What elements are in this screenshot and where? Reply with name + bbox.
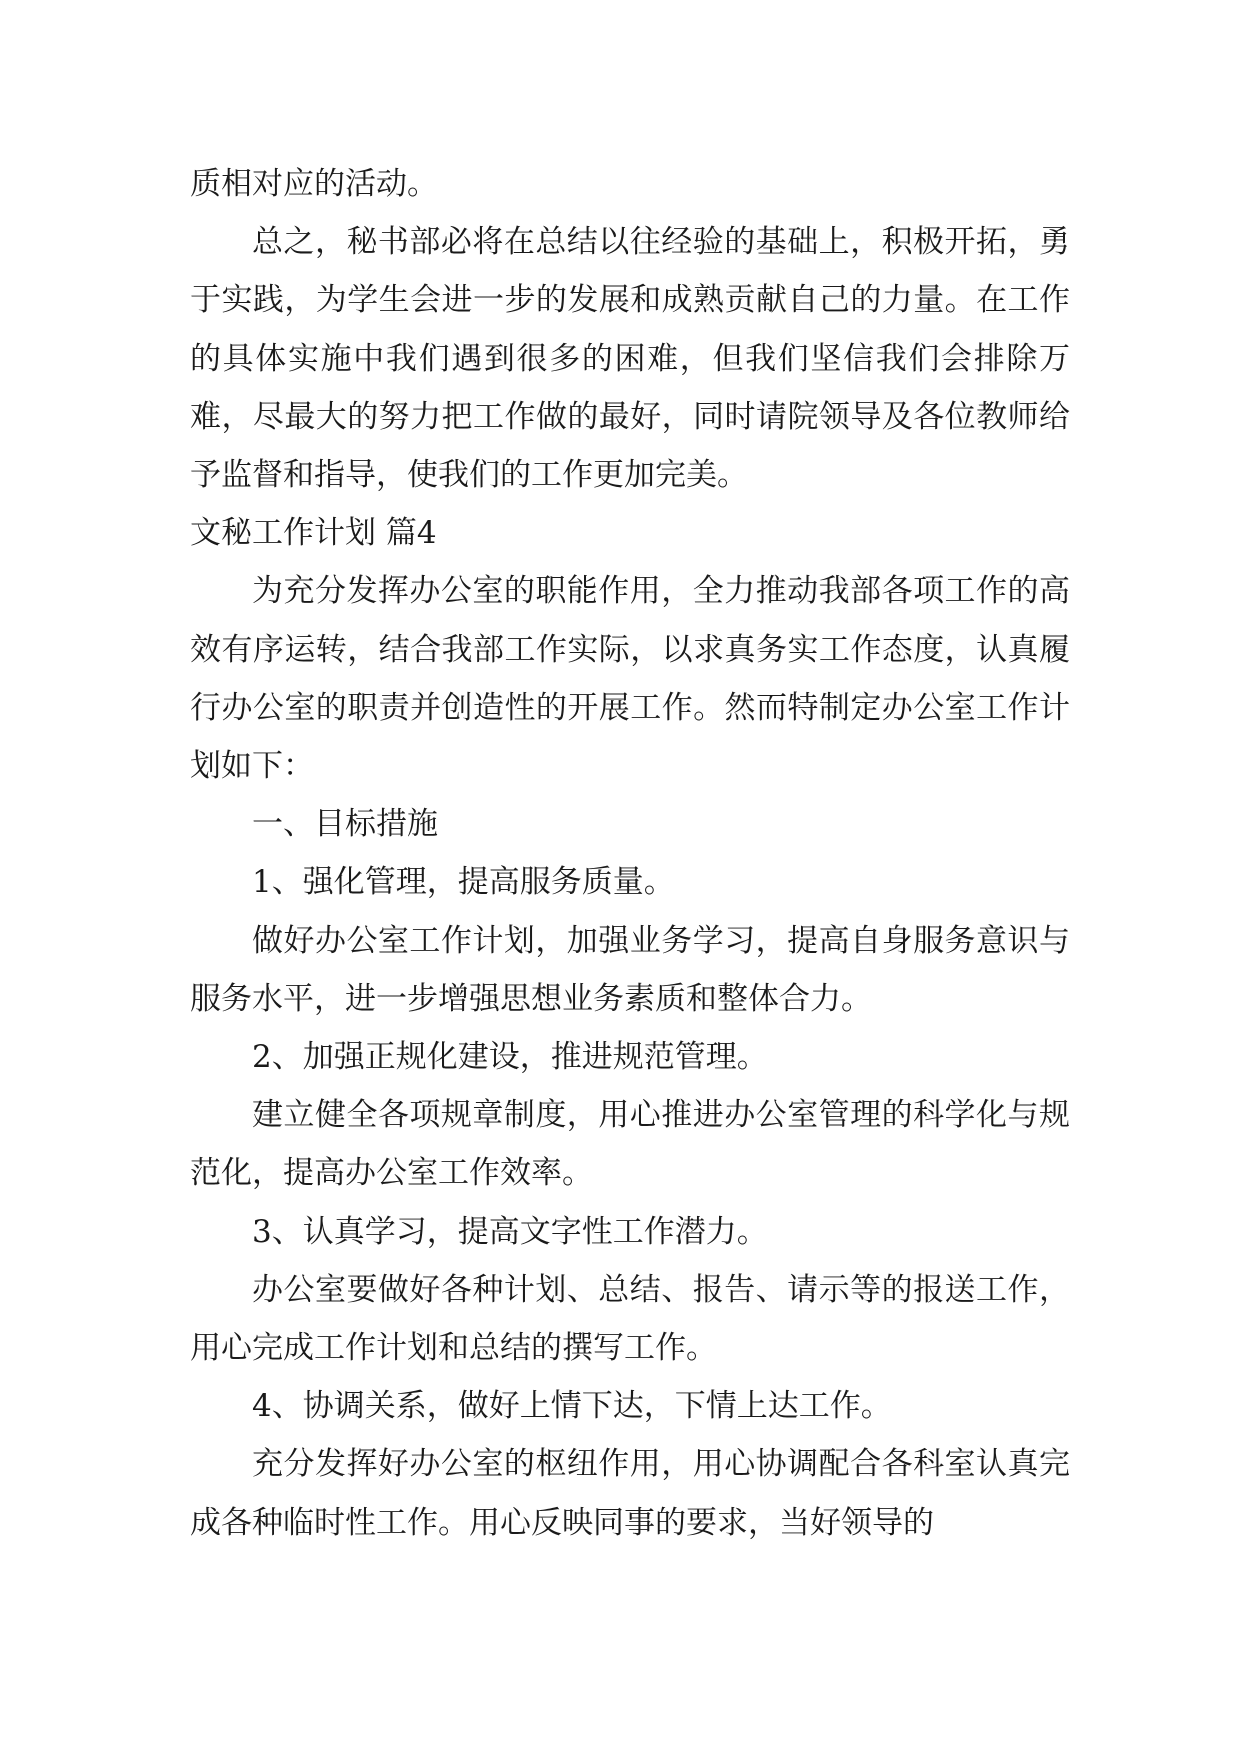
item-3-body: 办公室要做好各种计划、总结、报告、请示等的报送工作，用心完成工作计划和总结的撰写工作。	[190, 1271, 1070, 1367]
section-heading: 文秘工作计划 篇4	[190, 515, 437, 552]
subheading-goals: 一、目标措施	[252, 806, 438, 843]
item-2-body: 建立健全各项规章制度，用心推进办公室管理的科学化与规范化，提高办公室工作效率。	[190, 1097, 1070, 1192]
paragraph-intro: 为充分发挥办公室的职能作用，全力推动我部各项工作的高效有序运转，结合我部工作实际，以求真务实工作态度，认真履行办公室的职责并创造性的开展工作。然而特制定办公室工作计划如下：	[190, 573, 1070, 785]
paragraph-summary: 总之，秘书部必将在总结以往经验的基础上，积极开拓，勇于实践，为学生会进一步的发展和成熟贡献自己的力量。在工作的具体实施中我们遇到很多的困难，但我们坚信我们会排除万难，尽最大的努力把工作做的最好，同时请院领导及各位教师给予监督和指导，使我们的工作更加完美。	[190, 224, 1070, 494]
item-1-body: 做好办公室工作计划，加强业务学习，提高自身服务意识与服务水平，进一步增强思想业务素质和整体合力。	[190, 922, 1070, 1017]
paragraph-continuation: 质相对应的活动。	[190, 166, 438, 202]
item-3-title: 3、认真学习，提高文字性工作潜力。	[252, 1213, 768, 1250]
item-4-title: 4、协调关系，做好上情下达，下情上达工作。	[252, 1388, 892, 1425]
item-4-body: 充分发挥好办公室的枢纽作用，用心协调配合各科室认真完成各种临时性工作。用心反映同事的要求，当好领导的	[190, 1446, 1070, 1541]
item-1-title: 1、强化管理，提高服务质量。	[252, 864, 675, 901]
item-2-title: 2、加强正规化建设，推进规范管理。	[252, 1039, 768, 1076]
document-body	[190, 155, 1070, 1552]
